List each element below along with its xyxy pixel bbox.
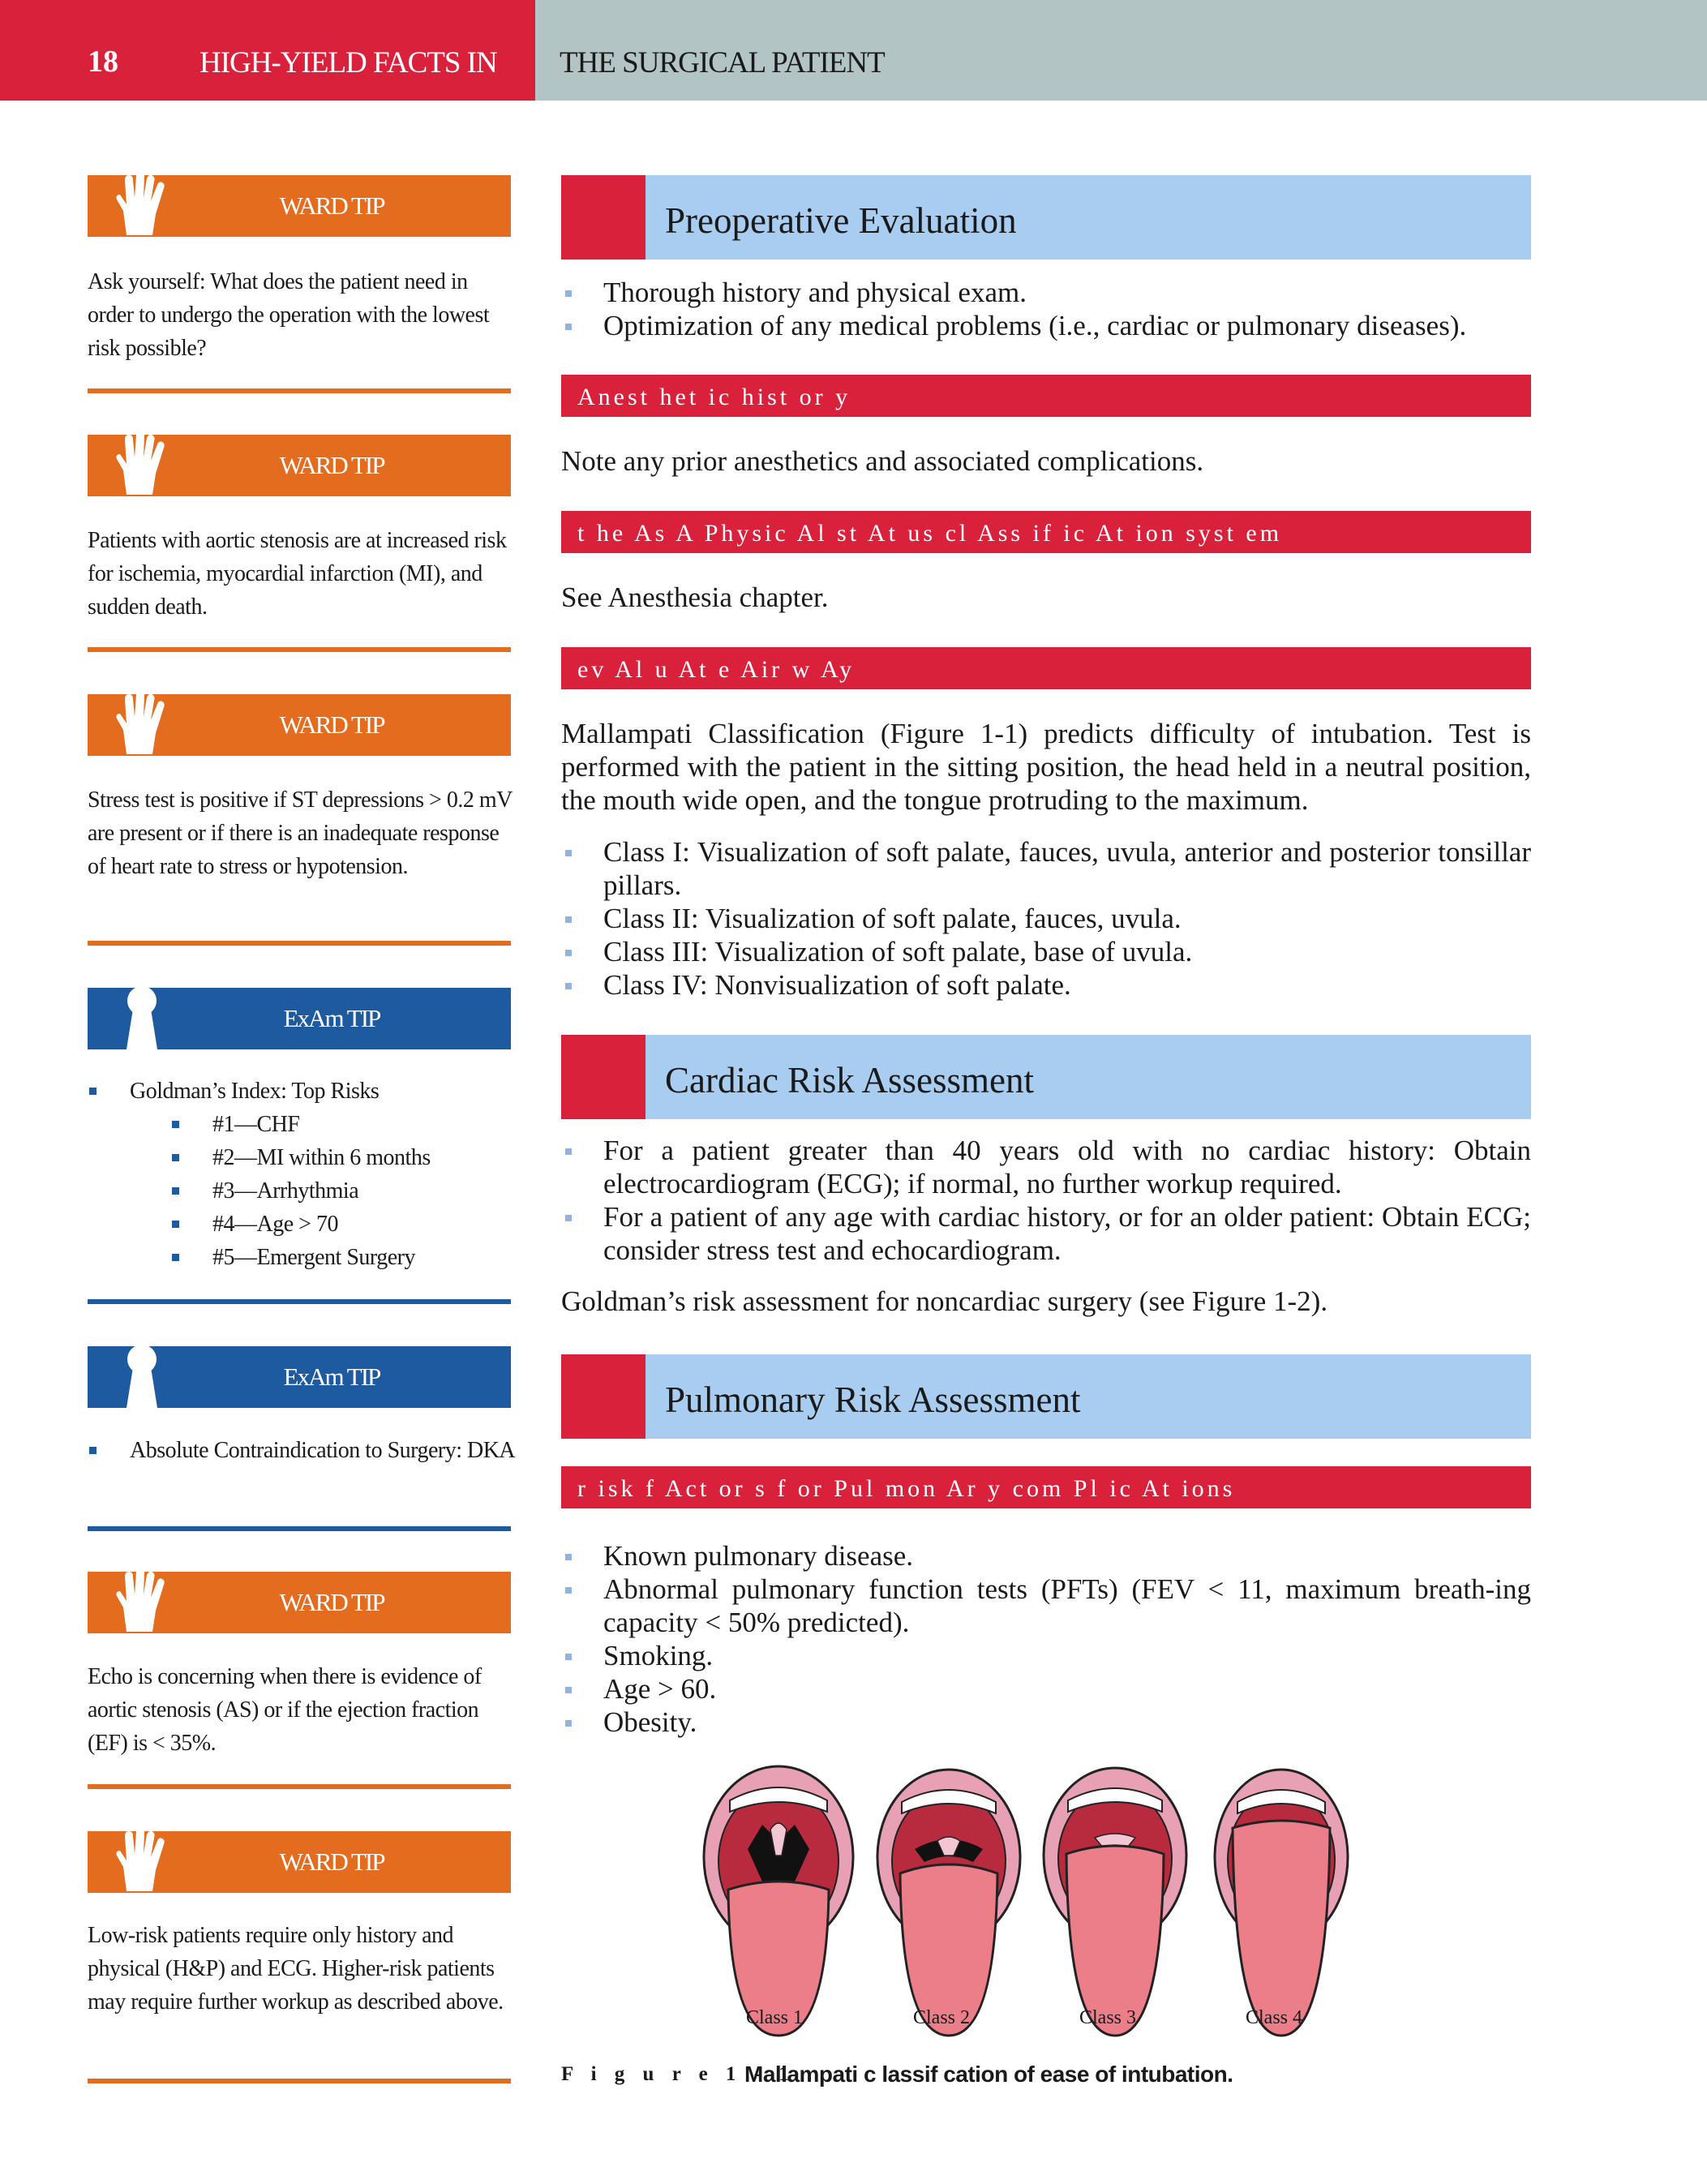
exam-tip-header bbox=[88, 988, 511, 1049]
figure-label: Class 2 bbox=[913, 2007, 971, 2028]
list-item: Class III: Visualization of soft palate, base of uvula. bbox=[561, 935, 1531, 968]
figure-label: Class 3 bbox=[1079, 2007, 1137, 2028]
mouth-class-3-illustration bbox=[1044, 1768, 1186, 2036]
list-item: Smoking. bbox=[561, 1639, 1531, 1672]
paragraph: Note any prior anesthetics and associated complications. bbox=[561, 445, 1204, 477]
ward-tip-header bbox=[88, 435, 511, 496]
ward-tip-header bbox=[88, 1572, 511, 1633]
mouth-class-1-illustration bbox=[704, 1766, 853, 2036]
list-item: For a patient greater than 40 years old with no cardiac history: Obtain electrocardiogram (ECG); if normal, no further workup required. bbox=[561, 1134, 1531, 1200]
list-item: Obesity. bbox=[561, 1706, 1531, 1739]
list-item: Class IV: Nonvisualization of soft palate. bbox=[561, 968, 1531, 1002]
figure-label: Class 1 bbox=[746, 2007, 804, 2028]
list-item: #1—CHF bbox=[170, 1108, 517, 1141]
page-number: 18 bbox=[88, 45, 118, 79]
tip-divider bbox=[88, 388, 511, 393]
figure-caption-prefix: F i g u r e 1 - 1 . bbox=[561, 2063, 819, 2085]
list-item: #5—Emergent Surgery bbox=[170, 1241, 517, 1274]
section-title: Cardiac Risk Assessment bbox=[665, 1060, 1034, 1101]
heading-accent bbox=[561, 1354, 645, 1439]
ward-tip-header bbox=[88, 694, 511, 756]
list-item: #4—Age > 70 bbox=[170, 1208, 517, 1241]
tip-divider bbox=[88, 941, 511, 946]
sub-list bbox=[130, 1108, 517, 1274]
bullet-list bbox=[561, 1539, 1531, 1739]
exam-tip-list bbox=[88, 1075, 517, 1274]
list-item: Thorough history and physical exam. bbox=[561, 276, 1531, 309]
tip-text: Stress test is positive if ST depressions > 0.2 mV are present or if there is an inadequate response of heart rate to stress or hypotension. bbox=[88, 787, 513, 879]
paragraph: See Anesthesia chapter. bbox=[561, 581, 829, 613]
header-section-a: HIGH-YIELD FACTS IN bbox=[199, 46, 497, 79]
list-item: Age > 60. bbox=[561, 1672, 1531, 1706]
subheading: r isk f Act or s f or Pul mon Ar y com Pl ic At ions bbox=[577, 1475, 1236, 1502]
tip-divider bbox=[88, 1526, 511, 1531]
bullet-list bbox=[561, 1134, 1531, 1267]
subheading-bar bbox=[561, 511, 1531, 553]
tip-divider bbox=[88, 1784, 511, 1789]
exam-tip-header bbox=[88, 1346, 511, 1408]
list-item: Abnormal pulmonary function tests (PFTs) (FEV < 11, maximum breath-ing capacity < 50% predicted). bbox=[561, 1573, 1531, 1639]
section-title: Pulmonary Risk Assessment bbox=[665, 1379, 1081, 1420]
mouth-class-4-illustration bbox=[1215, 1770, 1348, 2036]
heading-accent bbox=[561, 175, 645, 260]
section-heading bbox=[561, 175, 1531, 260]
tip-label: ExAm TIP bbox=[283, 1004, 380, 1032]
tip-label: WARD TIP bbox=[279, 451, 384, 479]
tip-label: ExAm TIP bbox=[283, 1362, 380, 1391]
subheading-bar bbox=[561, 375, 1531, 417]
header-section-b: THE SURGICAL PATIENT bbox=[560, 46, 885, 79]
bullet-list bbox=[561, 276, 1531, 342]
paragraph: Mallampati Classification (Figure 1-1) predicts difficulty of intubation. Test is performed with the patient in the sitting position, the head held in a neutral position, the mouth wide open, and the tongue protruding to the maximum. bbox=[561, 718, 1531, 816]
subheading: t he As A Physic Al st At us cl Ass if ic At ion syst em bbox=[577, 520, 1283, 547]
subheading: ev Al u At e Air w Ay bbox=[577, 656, 856, 683]
mouth-class-2-illustration bbox=[877, 1770, 1020, 2036]
list-item: Class I: Visualization of soft palate, fauces, uvula, anterior and posterior tonsillar pillars. bbox=[561, 835, 1531, 902]
list-item: For a patient of any age with cardiac history, or for an older patient: Obtain ECG; consider stress test and echocardiogram. bbox=[561, 1200, 1531, 1267]
list-item: Goldman’s Index: Top Risks #1—CHF #2—MI within 6 months #3—Arrhythmia #4—Age > 70 #5—Emergent Surgery bbox=[88, 1075, 517, 1274]
figure-label: Class 4 bbox=[1246, 2007, 1303, 2028]
tip-divider bbox=[88, 2079, 511, 2083]
ward-tip-header bbox=[88, 175, 511, 237]
tip-divider bbox=[88, 1299, 511, 1304]
bullet-list bbox=[561, 835, 1531, 1002]
paragraph: Goldman’s risk assessment for noncardiac surgery (see Figure 1-2). bbox=[561, 1285, 1328, 1317]
tip-label: WARD TIP bbox=[279, 191, 384, 220]
tip-text: Ask yourself: What does the patient need in order to undergo the operation with the lowest risk possible? bbox=[88, 269, 490, 361]
ward-tip-header bbox=[88, 1831, 511, 1893]
list-item: #2—MI within 6 months bbox=[170, 1141, 517, 1174]
tip-text: Patients with aortic stenosis are at increased risk for ischemia, myocardial infarction (MI), and sudden death. bbox=[88, 528, 507, 620]
tip-label: WARD TIP bbox=[279, 710, 384, 739]
subheading: Anest het ic hist or y bbox=[577, 384, 851, 410]
list-item: Known pulmonary disease. bbox=[561, 1539, 1531, 1573]
heading-accent bbox=[561, 1035, 645, 1119]
tip-divider bbox=[88, 647, 511, 652]
subheading-bar bbox=[561, 1466, 1531, 1508]
figure-caption: Mallampati c lassif cation of ease of intubation. bbox=[744, 2062, 1233, 2087]
tip-label: WARD TIP bbox=[279, 1847, 384, 1876]
list-item: #3—Arrhythmia bbox=[170, 1174, 517, 1208]
section-title: Preoperative Evaluation bbox=[665, 200, 1017, 241]
tip-text: Echo is concerning when there is evidence of aortic stenosis (AS) or if the ejection fraction (EF) is < 35%. bbox=[88, 1664, 482, 1756]
tip-label: WARD TIP bbox=[279, 1588, 384, 1616]
exam-tip-list bbox=[88, 1434, 517, 1467]
list-item: Absolute Contraindication to Surgery: DKA bbox=[88, 1434, 517, 1467]
list-item: Optimization of any medical problems (i.e., cardiac or pulmonary diseases). bbox=[561, 309, 1531, 342]
section-heading bbox=[561, 1354, 1531, 1439]
tip-text: Low-risk patients require only history and physical (H&P) and ECG. Higher-risk patients may require further workup as described above. bbox=[88, 1923, 504, 2015]
section-heading bbox=[561, 1035, 1531, 1119]
subheading-bar bbox=[561, 647, 1531, 689]
list-item: Class II: Visualization of soft palate, fauces, uvula. bbox=[561, 902, 1531, 935]
